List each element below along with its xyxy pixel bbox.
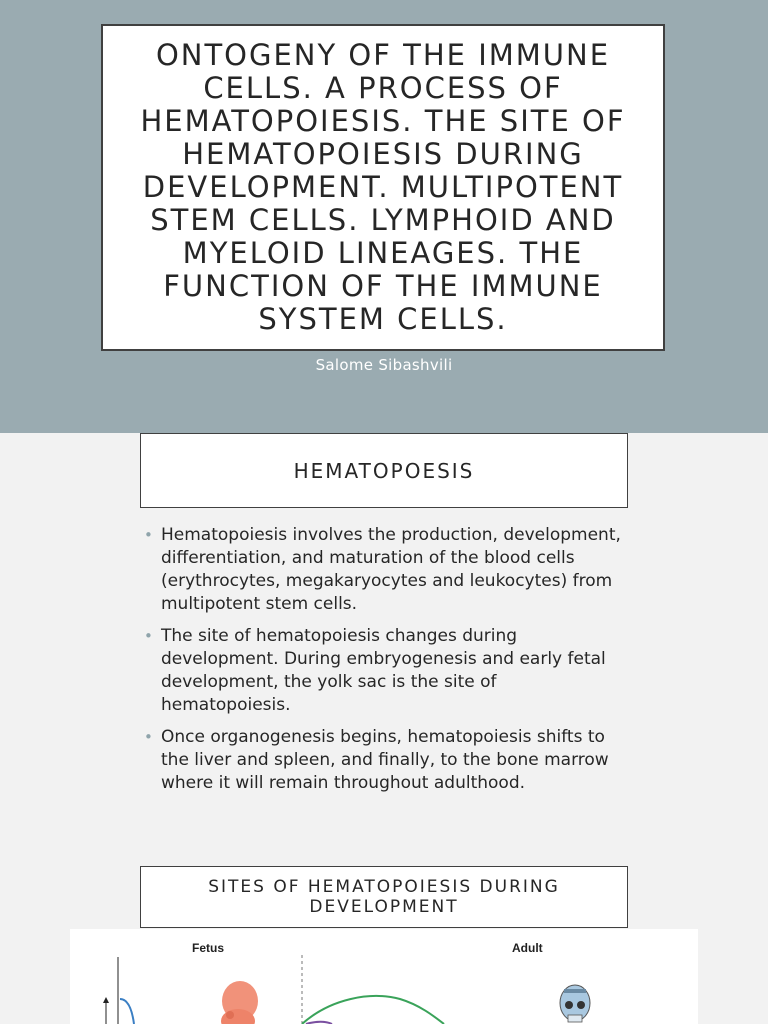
section-heading-box — [140, 433, 628, 508]
bullet-icon: • — [144, 526, 153, 544]
bullet-text: Once organogenesis begins, hematopoiesis shifts to the liver and spleen, and finally, to the bone marrow where it will remain throughout adulthood. — [161, 727, 609, 793]
bone-marrow-curve — [302, 996, 444, 1024]
adult-label: Adult — [512, 941, 543, 955]
bullet-text: Hematopoiesis involves the production, development, differentiation, and maturation of the blood cells (erythrocytes, megakaryocytes and leukocytes) from multipotent stem cells. — [161, 525, 621, 614]
section2-heading: SITES OF HEMATOPOIESIS DURING DEVELOPMENT — [208, 877, 560, 917]
fetus-label: Fetus — [192, 941, 225, 955]
yolk-sac-curve — [120, 999, 134, 1024]
list-item — [144, 524, 624, 616]
list-item — [144, 625, 624, 717]
author-name: Salome Sibashvili — [315, 356, 453, 374]
section2-heading-box — [140, 866, 628, 928]
figure-graphic — [70, 929, 698, 1024]
title-slide — [0, 0, 768, 433]
section-heading: HEMATOPOESIS — [293, 458, 475, 483]
content-slide — [0, 433, 768, 1024]
bullet-list — [144, 524, 624, 804]
bullet-text: The site of hematopoiesis changes during development. During embryogenesis and early fetal development, the yolk sac is the site of hematopoiesis. — [161, 626, 606, 715]
title-box — [101, 24, 665, 351]
arrow-head-icon — [103, 997, 109, 1003]
hematopoiesis-figure — [70, 929, 698, 1024]
bullet-icon: • — [144, 728, 153, 746]
skull-icon — [560, 985, 590, 1022]
slide-title: ONTOGENY OF THE IMMUNE CELLS. A PROCESS OF HEMATOPOIESIS. THE SITE OF HEMATOPOIESIS DURING DEVELOPMENT. MULTIPOTENT STEM CELLS. LYMPHOID AND MYELOID LINEAGES. THE FUNCTION OF THE IMMUNE SYSTEM CELLS. — [140, 38, 626, 336]
bullet-icon: • — [144, 627, 153, 645]
fetus-icon — [221, 981, 258, 1024]
list-item — [144, 726, 624, 795]
